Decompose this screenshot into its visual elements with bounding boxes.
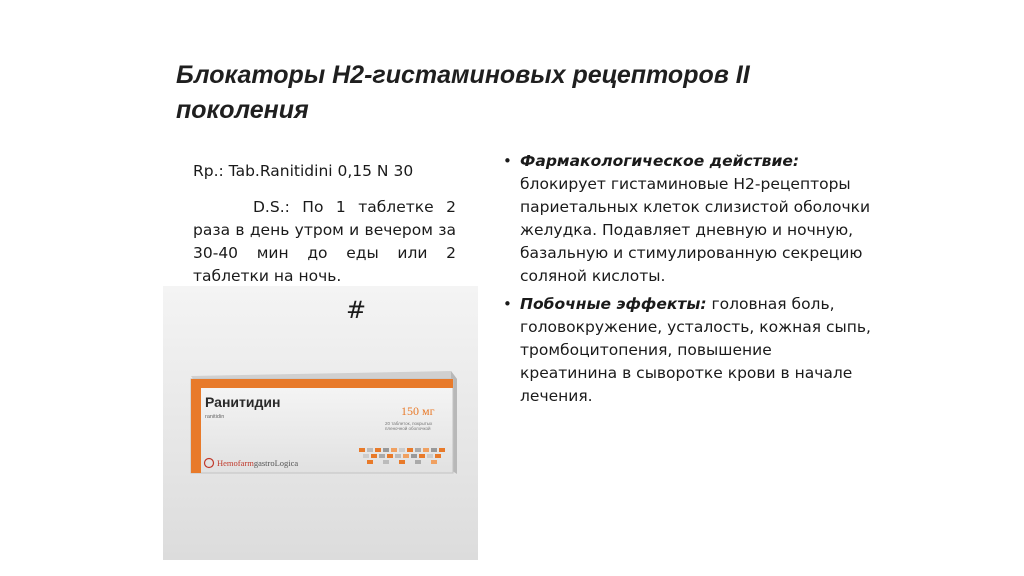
slide-title xyxy=(176,58,876,128)
maker-suffix: gastroLogica xyxy=(253,458,299,468)
hash-sign: # xyxy=(346,296,367,324)
box-orange-side xyxy=(191,388,201,473)
bullet-icon: • xyxy=(503,295,512,313)
prescription-rp: Rp.: Tab.Ranitidini 0,15 N 30 xyxy=(193,162,414,180)
package-photo xyxy=(163,286,478,560)
maker-name: Hemofarm xyxy=(217,458,254,468)
svg-text:HemofarmgastroLogica xyxy=(217,458,298,468)
box-dose: 150 мг xyxy=(401,404,435,418)
bullet-item-pharmacology xyxy=(503,150,873,288)
box-brand: Ранитидин xyxy=(205,394,281,410)
bullet-text: головная боль, головокружение, усталость, кожная сыпь, тромбоцитопения, повышение креатинина в сыворотке крови в начале лечения. xyxy=(520,295,871,405)
bullet-label: Фармакологическое действие: xyxy=(520,152,800,170)
bullet-list xyxy=(503,150,873,413)
bullet-text: блокирует гистаминовые Н2-рецепторы париетальных клеток слизистой оболочки желудка. Подавляет дневную и ночную, базальную и стимулированную секрецию соляной кислоты. xyxy=(520,175,871,285)
prescription-ds-text: D.S.: По 1 таблетке 2 раза в день утром и вечером за 30-40 мин до еды или 2 таблетки на ночь. xyxy=(193,198,456,285)
ranitidine-box-image xyxy=(163,286,478,560)
bullet-label: Побочные эффекты: xyxy=(520,295,707,313)
box-subtitle: ranitidin xyxy=(205,414,225,420)
prescription-ds xyxy=(193,196,456,288)
title-line-1: Блокаторы Н2-гистаминовых рецепторов II xyxy=(176,61,750,89)
box-desc-1: 20 таблеток, покрытых xyxy=(385,421,433,426)
bullet-icon: • xyxy=(503,152,512,170)
box-orange-band xyxy=(191,379,453,388)
bullet-item-side-effects xyxy=(503,293,873,408)
box-desc-2: пленочной оболочкой xyxy=(385,426,431,431)
title-line-2: поколения xyxy=(176,96,309,124)
